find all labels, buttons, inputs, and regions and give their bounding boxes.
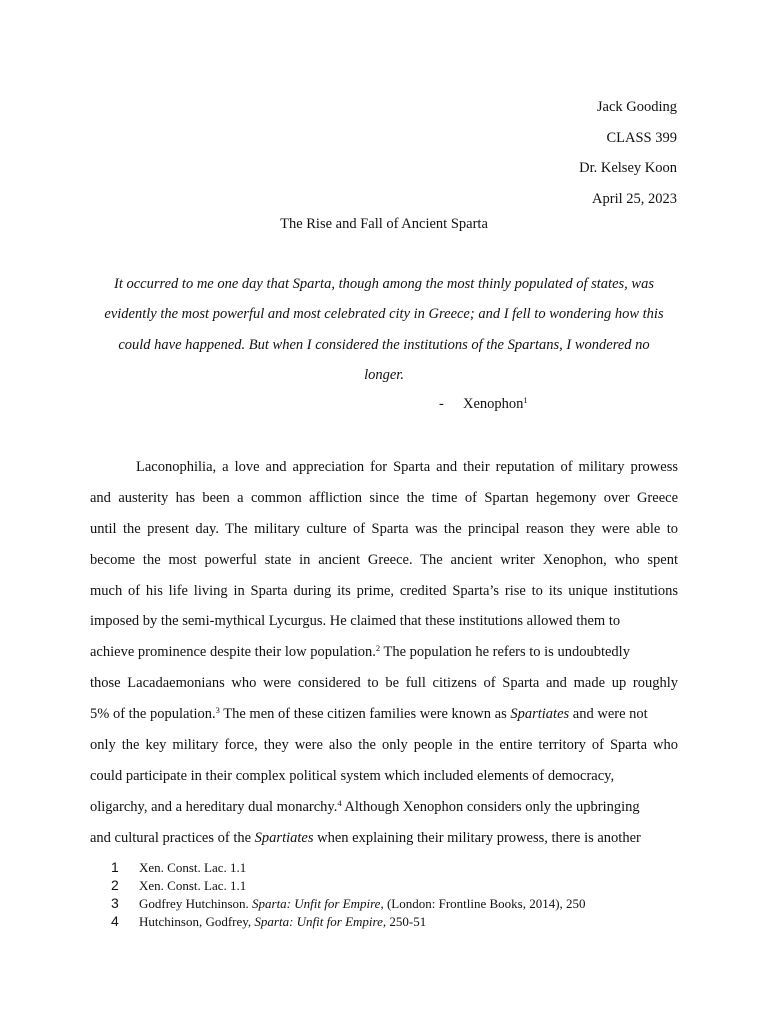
- body-line: much of his life living in Sparta during its prime, credited Sparta’s rise to its unique institutions: [90, 582, 678, 599]
- footnote-text: Hutchinson, Godfrey,: [139, 914, 255, 929]
- body-line: and austerity has been a common affliction since the time of Spartan hegemony over Greece: [90, 489, 678, 506]
- author-name: Jack Gooding: [596, 99, 677, 115]
- footnote-ref[interactable]: 4: [337, 797, 342, 808]
- emphasis-term: Spartiates: [254, 829, 314, 846]
- paper-date: April 25, 2023: [592, 190, 677, 207]
- body-text: Although Xenophon considers only the upbringing: [341, 798, 640, 815]
- body-line: those Lacadaemonians who were considered to be full citizens of Sparta and made up roughly: [90, 675, 678, 692]
- footnote-ref[interactable]: 2: [375, 643, 381, 654]
- body-text: oligarchy, and a hereditary dual monarchy.: [90, 798, 338, 815]
- body-line: [90, 792, 678, 823]
- body-line: [90, 823, 678, 854]
- body-text: achieve prominence despite their low population.: [90, 644, 376, 661]
- body-text: when explaining their military prowess, there is another: [313, 829, 641, 846]
- paper-title: The Rise and Fall of Ancient Sparta: [280, 216, 488, 232]
- footnote-number: 1: [111, 859, 119, 875]
- footnote-item: [111, 912, 586, 930]
- epigraph-attribution: [439, 392, 528, 417]
- footnote-book-title: Sparta: Unfit for Empire,: [252, 896, 384, 911]
- epigraph-line: longer.: [364, 366, 404, 383]
- footnote-text: Xen. Const. Lac. 1.1: [139, 878, 247, 893]
- body-line: imposed by the semi-mythical Lycurgus. He claimed that these institutions allowed them to: [90, 613, 621, 630]
- body-line: until the present day. The military culture of Sparta was the principal reason they were able to: [90, 520, 678, 537]
- footnote-book-title: Sparta: Unfit for Empire,: [254, 914, 387, 929]
- footnote-text: Godfrey Hutchinson.: [139, 896, 253, 911]
- footnote-item: [111, 894, 586, 912]
- body-line: Laconophilia, a love and appreciation for Sparta and their reputation of military prowess: [136, 459, 678, 475]
- body-text: 5% of the population.: [90, 706, 216, 723]
- footnote-ref[interactable]: 1: [523, 395, 528, 405]
- course-code: CLASS 399: [606, 129, 677, 146]
- body-line: could participate in their complex political system which included elements of democracy,: [90, 767, 615, 784]
- body-text: The population he refers to is undoubtedly: [380, 644, 630, 661]
- footnote-text: 250-51: [386, 914, 427, 929]
- footnote-ref[interactable]: 3: [215, 705, 220, 716]
- footnote-text: Xen. Const. Lac. 1.1: [139, 860, 247, 875]
- footnote-number: 4: [111, 913, 119, 929]
- body-text: and were not: [569, 706, 648, 723]
- body-paragraph: [90, 452, 678, 854]
- paper-header: [579, 92, 677, 214]
- epigraph-line: could have happened. But when I considered the institutions of the Spartans, I wondered no: [118, 336, 650, 353]
- footnote-item: [111, 858, 586, 876]
- body-text: The men of these citizen families were known as: [219, 706, 511, 723]
- footnote-number: 3: [111, 895, 119, 911]
- body-line: only the key military force, they were also the only people in the entire territory of Sparta who: [90, 737, 678, 754]
- epigraph: [90, 269, 678, 390]
- body-line: [90, 637, 678, 668]
- footnote-number: 2: [111, 877, 119, 893]
- body-line: become the most powerful state in ancient Greece. The ancient writer Xenophon, who spent: [90, 551, 678, 568]
- attribution-author: Xenophon: [463, 396, 524, 412]
- footnotes: [111, 858, 586, 930]
- attribution-dash: -: [439, 396, 444, 412]
- epigraph-line: It occurred to me one day that Sparta, though among the most thinly populated of states, was: [114, 276, 654, 292]
- footnote-text: (London: Frontline Books, 2014), 250: [383, 896, 586, 911]
- footnote-item: [111, 876, 586, 894]
- epigraph-line: evidently the most powerful and most celebrated city in Greece; and I fell to wondering how this: [104, 306, 664, 323]
- body-text: and cultural practices of the: [90, 829, 255, 846]
- instructor-name: Dr. Kelsey Koon: [579, 160, 677, 176]
- emphasis-term: Spartiates: [510, 706, 570, 723]
- body-line: [90, 699, 678, 730]
